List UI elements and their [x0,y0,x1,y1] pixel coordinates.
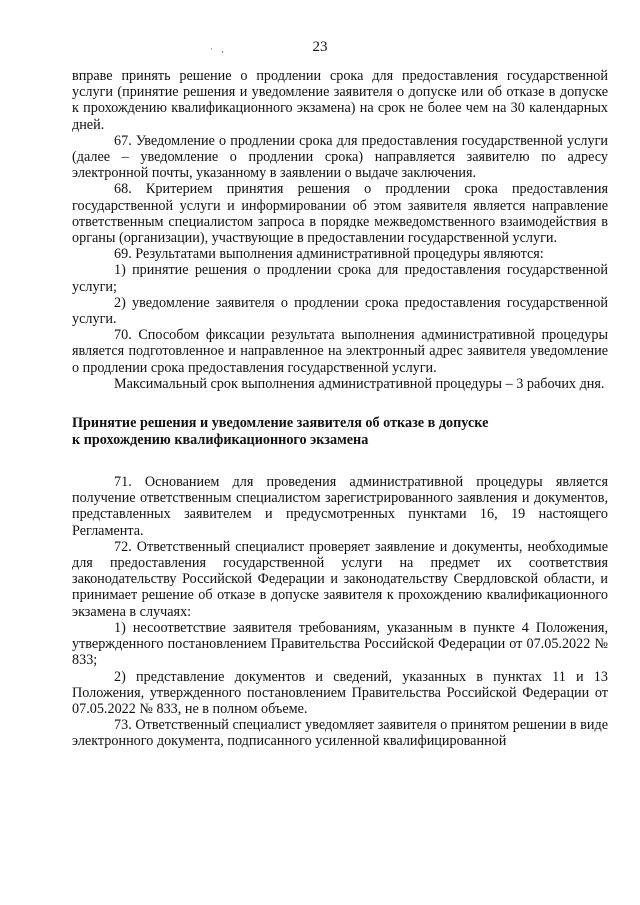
paragraph-p-cont: вправе принять решение о продлении срока для предоставления государственной услуги (принятие решения и уведомление заявителя о допуске или об отказе в допуске к прохождению квалификационного экзамена) на срок не более чем на 30 календарных дней. [72,68,608,133]
page-number: 23 [312,39,328,55]
paragraph-p-69: 69. Результатами выполнения административной процедуры являются: [114,246,544,263]
paragraph-p-70: 70. Способом фиксации результата выполнения административной процедуры является подготовленное и направленное на электронный адрес заявителя уведомление о продлении срока предоставления государственной услуги. [72,327,608,376]
spacer [72,392,608,415]
paragraph-p-69-1: 1) принятие решения о продлении срока для предоставления государственной услуги; [72,262,608,295]
paragraph-p-72: 72. Ответственный специалист проверяет заявление и документы, необходимые для предоставления государственной услуги на предмет их соответствия законодательству Российской Федерации и законодательству Свердловской области, и принимает решение об отказе в допуске заявителя к прохождению квалификационного экзамена в случаях: [72,538,608,620]
section-heading-line-2: к прохождению квалификационного экзамена [72,431,369,448]
paragraph-p-68: 68. Критерием принятия решения о продлении срока предоставления государственной услуги и информировании об этом заявителя является направление ответственным специалистом запроса в порядке межведомственного взаимодействия в органы (организации), участвующие в предоставлении государственной услуги. [72,181,608,247]
paragraph-p-72-1: 1) несоответствие заявителя требованиям, указанным в пункте 4 Положения, утвержденного постановлением Правительства Российской Федерации от 07.05.2022 № 833; [72,619,608,669]
paragraph-p-73: 73. Ответственный специалист уведомляет заявителя о принятом решении в виде электронного документа, подписанного усиленной квалифицированной [72,717,608,750]
section-heading-line-1: Принятие решения и уведомление заявителя об отказе в допуске [72,415,489,432]
paragraphs-before-heading [72,68,608,392]
spacer [72,448,608,474]
document-body [72,68,608,750]
paragraph-p-67: 67. Уведомление о продлении срока для предоставления государственной услуги (далее – уведомление о продлении срока) направляется заявителю по адресу электронной почты, указанному в заявлении о выдаче заключения. [72,132,608,182]
paragraph-p-72-2: 2) представление документов и сведений, указанных в пунктах 11 и 13 Положения, утвержденного постановлением Правительства Российской Федерации от 07.05.2022 № 833, не в полном объеме. [72,668,608,717]
scan-mark: · , [210,44,227,54]
paragraph-p-71: 71. Основанием для проведения административной процедуры является получение ответственным специалистом зарегистрированного заявления и документов, представленных заявителем и предусмотренных пунктами 16, 19 настоящего Регламента. [72,474,608,539]
paragraph-p-max: Максимальный срок выполнения административной процедуры – 3 рабочих дня. [114,375,605,392]
paragraph-p-69-2: 2) уведомление заявителя о продлении срока предоставления государственной услуги. [72,294,608,328]
paragraphs-after-heading [72,474,608,749]
